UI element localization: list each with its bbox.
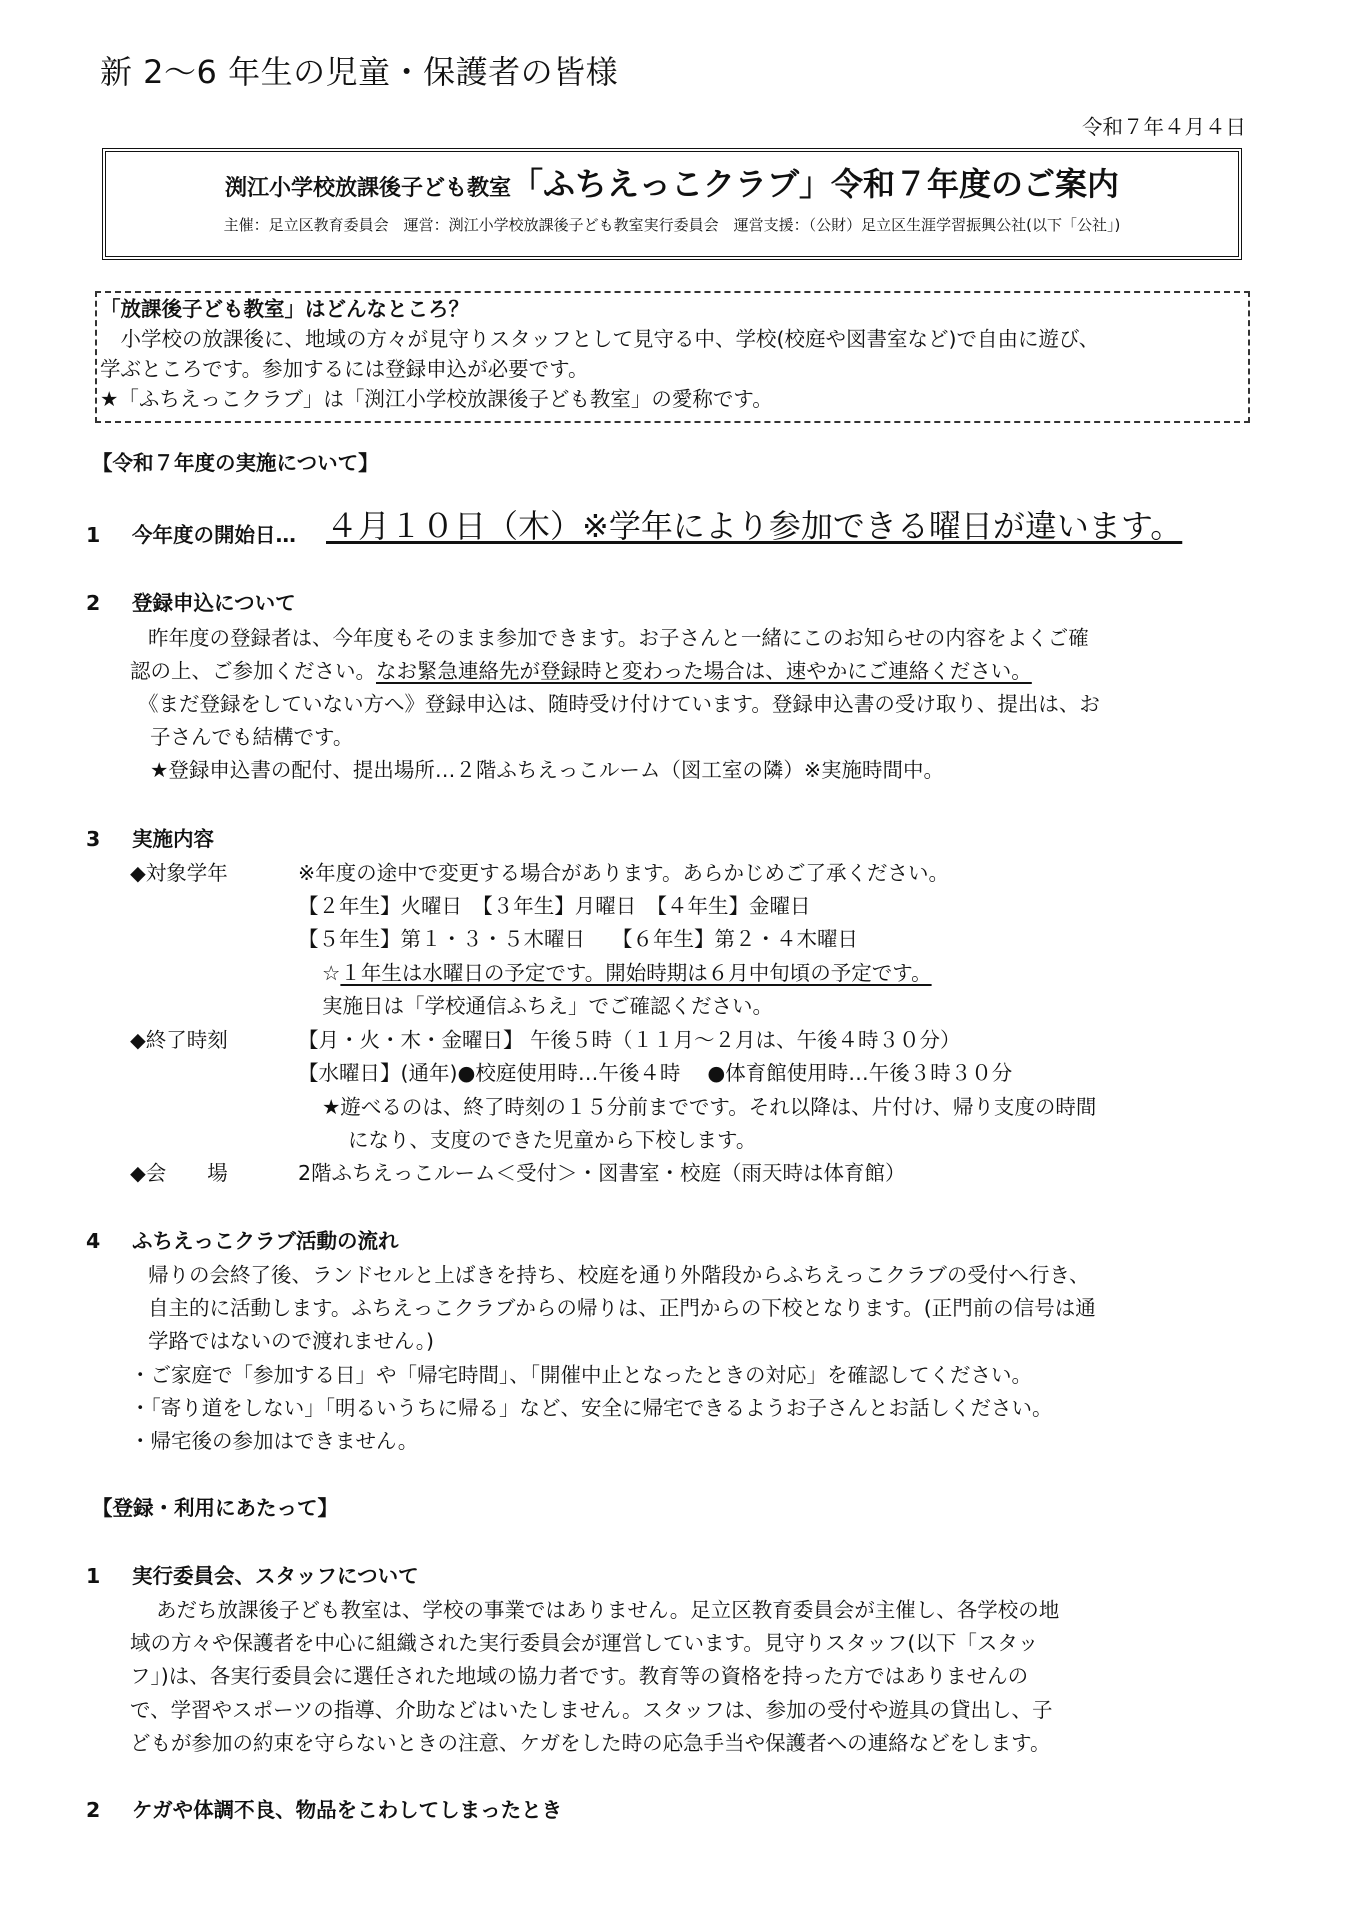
start-date-highlight: ４月１０日（木）※学年により参加できる曜日が違います。 [326,507,1183,545]
committee-line-1: あだち放課後子ども教室は、学校の事業ではありません。足立区教育委員会が主催し、各学校の地 [156,1598,1060,1622]
end-time-line-4: になり、支度のできた児童から下校します。 [348,1128,757,1152]
title-organizers: 主催：足立区教育委員会 運営：渕江小学校放課後子ども教室実行委員会 運営支援：（公財）足立区生涯学習振興公社(以下「公社」) [223,216,1121,234]
target-grade-line-2: 【５年生】第１・３・５木曜日 【６年生】第２・４木曜日 [298,927,859,951]
flow-bullet-2: ・「寄り道をしない」「明るいうちに帰る」など、安全に帰宅できるようお子さんとお話しください。 [130,1396,1053,1420]
grade-1-schedule: １年生は水曜日の予定です。開始時期は６月中旬頃の予定です。 [340,961,932,985]
section-heading-registration-use: 【登録・利用にあたって】 [92,1496,338,1520]
item-number: 2 [86,1798,101,1822]
committee-staff-title: 実行委員会、スタッフについて [132,1564,419,1588]
target-grade-line-1: 【２年生】火曜日 【３年生】月曜日 【４年生】金曜日 [298,894,811,918]
end-time-label: ◆終了時刻 [130,1028,228,1052]
target-grade-note: ※年度の途中で変更する場合があります。あらかじめご了承ください。 [298,861,950,885]
committee-line-3: フ」)は、各実行委員会に選任された地域の協力者です。教育等の資格を持った方ではありませんの [130,1664,1029,1688]
contents-title: 実施内容 [132,827,214,851]
registration-line-2a: 認の上、ご参加ください。 [130,659,376,683]
registration-title: 登録申込について [132,591,296,615]
committee-line-2: 域の方々や保護者を中心に組織された実行委員会が運営しています。見守りスタッフ(以下「スタッ [130,1631,1039,1655]
injury-title: ケガや体調不良、物品をこわしてしまったとき [132,1798,563,1822]
end-time-line-3: ★遊べるのは、終了時刻の１５分前までです。それ以降は、片付け、帰り支度の時間 [322,1095,1097,1119]
registration-line-4: 子さんでも結構です。 [150,725,354,749]
registration-line-5: ★登録申込書の配付、提出場所…２階ふちえっこルーム（図工室の隣）※実施時間中。 [150,758,945,782]
star-icon: ☆ [322,961,341,985]
item-number: 4 [86,1229,101,1253]
intro-line-3: ★「ふちえっこクラブ」は「渕江小学校放課後子ども教室」の愛称です。 [100,387,773,411]
title-line [106,166,1238,207]
title-box [102,148,1242,260]
title-main: 「ふちえっこクラブ」令和７年度のご案内 [511,165,1120,203]
registration-line-3: 《まだ登録をしていない方へ》登録申込は、随時受け付けています。登録申込書の受け取り、提出は、お [138,692,1100,716]
committee-line-5: どもが参加の約束を守らないときの注意、ケガをした時の応急手当や保護者への連絡などをします。 [130,1731,1051,1755]
issue-date: 令和７年４月４日 [1082,115,1246,139]
item-number: 1 [86,1564,101,1588]
venue-text: 2階ふちえっこルーム＜受付＞・図書室・校庭（雨天時は体育館） [298,1161,906,1185]
intro-line-1: 小学校の放課後に、地域の方々が見守りスタッフとして見守る中、学校(校庭や図書室など)で自由に遊び、 [100,327,1100,351]
venue-label: ◆会 場 [130,1161,228,1185]
page-headline: 新 2〜6 年生の児童・保護者の皆様 [100,53,619,91]
target-grade-label: ◆対象学年 [130,861,228,885]
flow-line-2: 自主的に活動します。ふちえっこクラブからの帰りは、正門からの下校となります。(正門前の信号は通 [148,1296,1096,1320]
flow-title: ふちえっこクラブ活動の流れ [132,1229,399,1253]
committee-line-4: で、学習やスポーツの指導、介助などはいたしません。スタッフは、参加の受付や遊具の貸出し、子 [130,1698,1053,1722]
grade-1-note [322,960,932,986]
flow-bullet-3: ・帰宅後の参加はできません。 [130,1429,419,1453]
target-grade-line-4: 実施日は「学校通信ふちえ」でご確認ください。 [322,994,773,1018]
item-number: 3 [86,827,101,851]
emergency-contact-notice: なお緊急連絡先が登録時と変わった場合は、速やかにご連絡ください。 [376,659,1032,683]
intro-heading: 「放課後子ども教室」はどんなところ？ [100,297,469,321]
title-lead: 渕江小学校放課後子ども教室 [224,176,511,201]
registration-line-2 [130,658,1032,684]
end-time-line-1: 【月・火・木・金曜日】 午後５時（１１月〜２月は、午後４時３０分） [298,1028,961,1052]
registration-line-1: 昨年度の登録者は、今年度もそのまま参加できます。お子さんと一緒にこのお知らせの内容をよくご確 [148,626,1089,650]
intro-line-2: 学ぶところです。参加するには登録申込が必要です。 [100,357,589,381]
section-heading-implementation: 【令和７年度の実施について】 [92,451,379,475]
item-number: 1 [86,523,101,547]
flow-line-3: 学路ではないので渡れません。) [148,1329,434,1353]
flow-bullet-1: ・ご家庭で「参加する日」や「帰宅時間」、「開催中止となったときの対応」を確認してください。 [130,1363,1032,1387]
item-number: 2 [86,591,101,615]
start-date-label: 今年度の開始日… [132,523,296,547]
flow-line-1: 帰りの会終了後、ランドセルと上ばきを持ち、校庭を通り外階段からふちえっこクラブの受付へ行き、 [148,1263,1090,1287]
end-time-line-2: 【水曜日】(通年)●校庭使用時…午後４時 ●体育館使用時…午後３時３０分 [298,1061,1013,1085]
